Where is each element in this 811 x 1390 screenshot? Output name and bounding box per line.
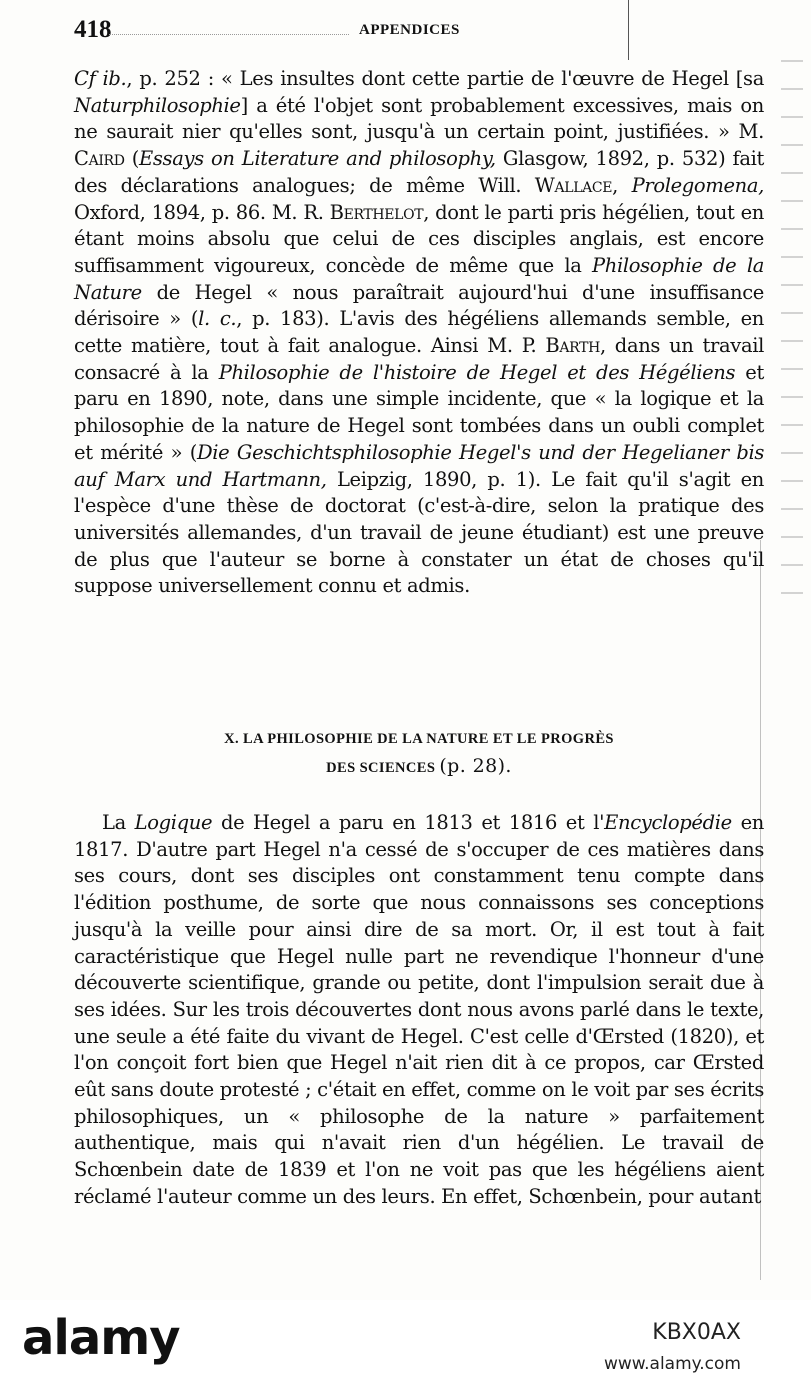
section-page-ref: (p. 28). xyxy=(439,755,512,777)
italic-text: Philosophie de la Nature xyxy=(74,253,765,304)
running-head: APPENDICES xyxy=(359,22,460,38)
italic-text: Die Geschichtsphilosophie Hegel's und der Hegelianer bis auf Marx und Hartmann, xyxy=(74,440,764,491)
body-paragraph xyxy=(74,810,764,1211)
watermark-banner xyxy=(0,1300,811,1390)
alamy-logo: alamy xyxy=(22,1310,180,1366)
text-run: , dont le parti pris hégélien, tout en étant moins absolu que celui de ces disciples anglais, est encore suffisamment vigoureux, concède de même que la xyxy=(74,200,764,277)
italic-text: Philosophie de l'histoire de Hegel et des Hégéliens xyxy=(218,360,736,384)
page-header xyxy=(74,16,764,46)
author-name: Caird xyxy=(74,147,125,171)
italic-text: Encyclopédie xyxy=(604,811,732,834)
author-name: Wallace xyxy=(534,173,613,197)
text-run: en 1817. D'autre part Hegel n'a cessé de s'occuper de ces matières dans ses cours, dont ses disciples ont constamment tenu compte dans l'édition posthume, de sorte que nous connaissons ses conceptions jusqu'à la veille pour ainsi dire de sa mort. Or, il est tout à fait caractéristique que Hegel nulle part ne revendique l'honneur d'une découverte scientifique, grande ou petite, dont l'impulsion serait due à ses idées. Sur les trois découvertes dont nous avons parlé dans le texte, une seule a été faite du vivant de Hegel. C'est celle d'Œrsted (1820), et l'on conçoit fort bien que Hegel n'ait rien dit à ce propos, car Œrsted eût sans doute protesté ; c'était en effet, comme on le voit par ses écrits philosophiques, un « philosophe de la nature » parfaitement authentique, mais qui n'avait rien d'un hégélien. Le travail de Schœnbein date de 1839 et l'on ne voit pas que les hégéliens aient réclamé l'auteur comme un des leurs. En effet, Schœnbein, pour autant xyxy=(74,811,765,1208)
section-title-line: X. LA PHILOSOPHIE DE LA NATURE ET LE PROGRÈS xyxy=(224,731,614,747)
scan-margin-marks xyxy=(781,60,803,640)
text-run: La xyxy=(102,811,135,834)
text-run: , dans un travail consacré à la xyxy=(74,334,764,384)
page-number: 418 xyxy=(74,16,112,43)
text-run: , p. 252 : « Les insultes dont cette partie de l'œuvre de Hegel [sa xyxy=(126,67,764,90)
text-run: Leipzig, 1890, p. 1). Le fait qu'il s'agit en l'espèce d'une thèse de doctorat (c'est-à-dire, selon la pratique des universités allemandes, d'un travail de jeune étudiant) est une preuve de plus que l'auteur se borne à constater un état de choses qu'il suppose universellement connu et admis. xyxy=(74,467,765,598)
header-rule xyxy=(109,34,349,35)
text-run: et paru en 1890, note, dans une simple incidente, que « la logique et la philosophie de la nature de Hegel sont tombées dans un oubli complet et mérité » ( xyxy=(74,360,764,464)
section-title-line xyxy=(74,753,764,782)
text-run: ( xyxy=(124,147,139,171)
italic-text: Essays on Literature and philosophy, xyxy=(139,147,496,171)
text-run: Oxford, 1894, p. 86. M. R. xyxy=(74,200,330,224)
brand-url: www.alamy.com xyxy=(603,1354,741,1374)
section-title xyxy=(74,726,764,782)
author-name: Barth xyxy=(545,334,600,358)
text-run: , xyxy=(612,173,632,197)
footnote-paragraph xyxy=(74,66,764,600)
text-run: , p. 183). L'avis des hégéliens allemands semble, en cette matière, tout à fait analogue. Ainsi M. P. xyxy=(74,307,764,358)
author-name: Berthelot xyxy=(329,200,424,224)
image-id: KBX0AX xyxy=(652,1320,741,1345)
italic-text: Prolegomena, xyxy=(631,173,764,197)
text-run: de Hegel a paru en 1813 et 1816 et l' xyxy=(212,811,605,834)
italic-text: l. c. xyxy=(198,307,237,331)
text-run: Glasgow, 1892, p. 532) fait des déclarations analogues; de même Will. xyxy=(74,147,764,197)
italic-text: Cf ib. xyxy=(74,67,127,90)
text-run: ] a été l'objet sont probablement excessives, mais on ne saurait nier qu'elles sont, jusqu'à un certain point, justifiées. » M. xyxy=(74,93,764,144)
italic-text: Logique xyxy=(134,811,213,834)
italic-text: Naturphilosophie xyxy=(74,93,241,117)
section-title-text: DES SCIENCES xyxy=(326,760,436,776)
paragraph-text xyxy=(74,810,764,1211)
paragraph-text xyxy=(74,66,764,600)
text-run: de Hegel « nous paraîtrait aujourd'hui d'une insuffisance dérisoire » ( xyxy=(74,280,764,331)
